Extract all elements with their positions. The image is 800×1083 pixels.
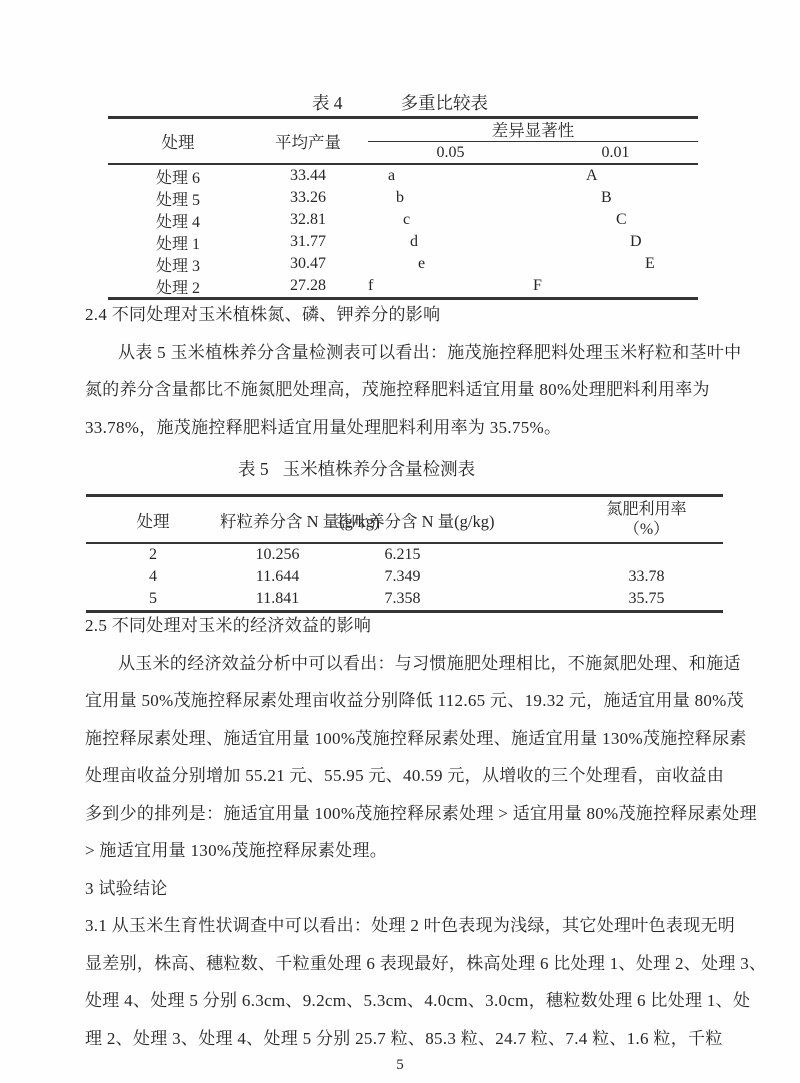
- sig001-cell: B: [601, 189, 612, 206]
- sig001-cell: C: [616, 211, 627, 228]
- n-use-cell: 33.78: [628, 568, 665, 585]
- section-2-4-heading: 2.4 不同处理对玉米植株氮、磷、钾养分的影响: [85, 305, 441, 324]
- text-line: 3.1 从玉米生育性状调查中可以看出：处理 2 叶色表现为浅绿，其它处理叶色表现无明: [85, 916, 736, 935]
- treatment-cell: 2: [149, 546, 157, 563]
- table5-header: [86, 497, 723, 544]
- table5-header-grain-n: 籽粒养分含 N 量(g/kg): [220, 511, 380, 531]
- treatment-cell: 处理 2: [155, 279, 200, 297]
- text-line: 施控释尿素处理、施适宜用量 100%茂施控释尿素处理、施适宜用量 130%茂施控释尿素: [85, 728, 747, 748]
- sig005-cell: e: [418, 255, 426, 272]
- table4-caption-label: 表 4: [311, 93, 343, 113]
- text-line: 宜用量 50%茂施控释尿素处理亩收益分别降低 112.65 元、19.32 元，施适宜用量 80%茂: [85, 691, 744, 710]
- table4-caption-text: 多重比较表: [400, 93, 489, 113]
- grain-n-cell: 10.256: [255, 546, 300, 563]
- yield-cell: 33.26: [290, 189, 326, 206]
- sig001-cell: A: [586, 167, 598, 184]
- section-2-5-heading: 2.5 不同处理对玉米的经济效益的影响: [85, 616, 372, 635]
- sig001-cell: D: [630, 233, 642, 250]
- text-line: 多到少的排列是：施适宜用量 100%茂施控释尿素处理 > 适宜用量 80%茂施控释尿素处理: [85, 803, 757, 823]
- treatment-cell: 处理 5: [155, 191, 200, 209]
- table-row: [108, 209, 698, 231]
- table4-caption: [0, 90, 800, 115]
- table4-header-avg-yield: 平均产量: [275, 133, 341, 152]
- table5-caption-label: 表 5: [238, 459, 269, 479]
- table4-header-alpha-005: 0.05: [436, 144, 465, 161]
- table4-header: [108, 119, 698, 165]
- table4-header-alpha-001: 0.01: [601, 144, 630, 161]
- sig005-cell: c: [403, 211, 411, 228]
- sig005-cell: a: [388, 167, 396, 184]
- text-line: 显差别，株高、穗粒数、千粒重处理 6 表现最好，株高处理 6 比处理 1、处理 2、处理 3、: [85, 953, 767, 973]
- table5-caption-text: 玉米植株养分含量检测表: [282, 459, 476, 479]
- n-use-cell: 35.75: [628, 590, 665, 607]
- sig001-cell: E: [645, 255, 655, 272]
- text-line: 氮的养分含量都比不施氮肥处理高，茂施控释肥料适宜用量 80%处理肥料利用率为: [85, 380, 710, 399]
- grain-n-cell: 11.841: [255, 590, 300, 607]
- table4-header-treatment: 处理: [161, 133, 195, 152]
- yield-cell: 31.77: [290, 233, 326, 250]
- table4-header-significance: 差异显著性: [368, 119, 698, 142]
- text-line: 从玉米的经济效益分析中可以看出：与习惯施肥处理相比，不施氮肥处理、和施适: [118, 653, 741, 673]
- table4-multiple-comparison: [108, 116, 698, 300]
- text-line: 理 2、处理 3、处理 4、处理 5 分别 25.7 粒、85.3 粒、24.7 粒、7.4 粒、1.6 粒，千粒: [85, 1028, 723, 1048]
- table5-header-stem-n: 茎叶养分含 N 量(g/kg): [335, 511, 495, 531]
- table-row: [108, 253, 698, 275]
- sig005-cell: d: [410, 233, 418, 250]
- stem-n-cell: 7.358: [384, 590, 421, 607]
- lower-text-block: [85, 607, 767, 1057]
- text-line: 处理 4、处理 5 分别 6.3cm、9.2cm、5.3cm、4.0cm、3.0cm，穗粒数处理 6 比处理 1、处: [85, 991, 751, 1010]
- treatment-cell: 5: [149, 590, 157, 607]
- table5-nutrient-content: [86, 494, 723, 613]
- table-row: [86, 566, 723, 588]
- table5-header-n-use: [470, 500, 723, 540]
- grain-n-cell: 11.644: [255, 568, 300, 585]
- sig005-cell: b: [396, 189, 404, 206]
- text-line: 从表 5 玉米植株养分含量检测表可以看出：施茂施控释肥料处理玉米籽粒和茎叶中: [118, 342, 742, 362]
- stem-n-cell: 7.349: [384, 568, 421, 585]
- section-3-heading: 3 试验结论: [85, 878, 168, 898]
- table5-header-n-use-line1: 氮肥利用率: [606, 500, 687, 518]
- yield-cell: 27.28: [290, 277, 326, 294]
- treatment-cell: 4: [149, 568, 157, 585]
- table-row: [108, 275, 698, 297]
- treatment-cell: 处理 4: [155, 213, 200, 231]
- table-row: [86, 544, 723, 566]
- stem-n-cell: 6.215: [384, 546, 421, 563]
- treatment-cell: 处理 6: [155, 169, 200, 187]
- sig005-cell: f: [368, 277, 374, 294]
- section-2-4: [85, 296, 742, 446]
- table-row: [108, 187, 698, 209]
- yield-cell: 30.47: [290, 255, 326, 272]
- table4-header-significance-group: [368, 119, 698, 163]
- table-row: [108, 165, 698, 187]
- table4-header-alpha-row: [368, 142, 698, 163]
- treatment-cell: 处理 1: [155, 235, 200, 253]
- yield-cell: 32.81: [290, 211, 326, 228]
- table5-header-treatment: 处理: [136, 511, 170, 531]
- table5-header-n-use-line2: （%）: [623, 520, 670, 538]
- text-line: > 施适宜用量 130%茂施控释尿素处理。: [85, 841, 388, 860]
- page-number: 5: [396, 1057, 404, 1073]
- yield-cell: 33.44: [290, 167, 326, 184]
- text-line: 处理亩收益分别增加 55.21 元、55.95 元、40.59 元，从增收的三个处理看，亩收益由: [85, 766, 725, 785]
- table-row: [108, 231, 698, 253]
- table5-caption: [238, 456, 475, 481]
- treatment-cell: 处理 3: [155, 257, 200, 275]
- sig001-cell: F: [533, 277, 542, 294]
- text-line: 33.78%，施茂施控释肥料适宜用量处理肥料利用率为 35.75%。: [85, 417, 562, 437]
